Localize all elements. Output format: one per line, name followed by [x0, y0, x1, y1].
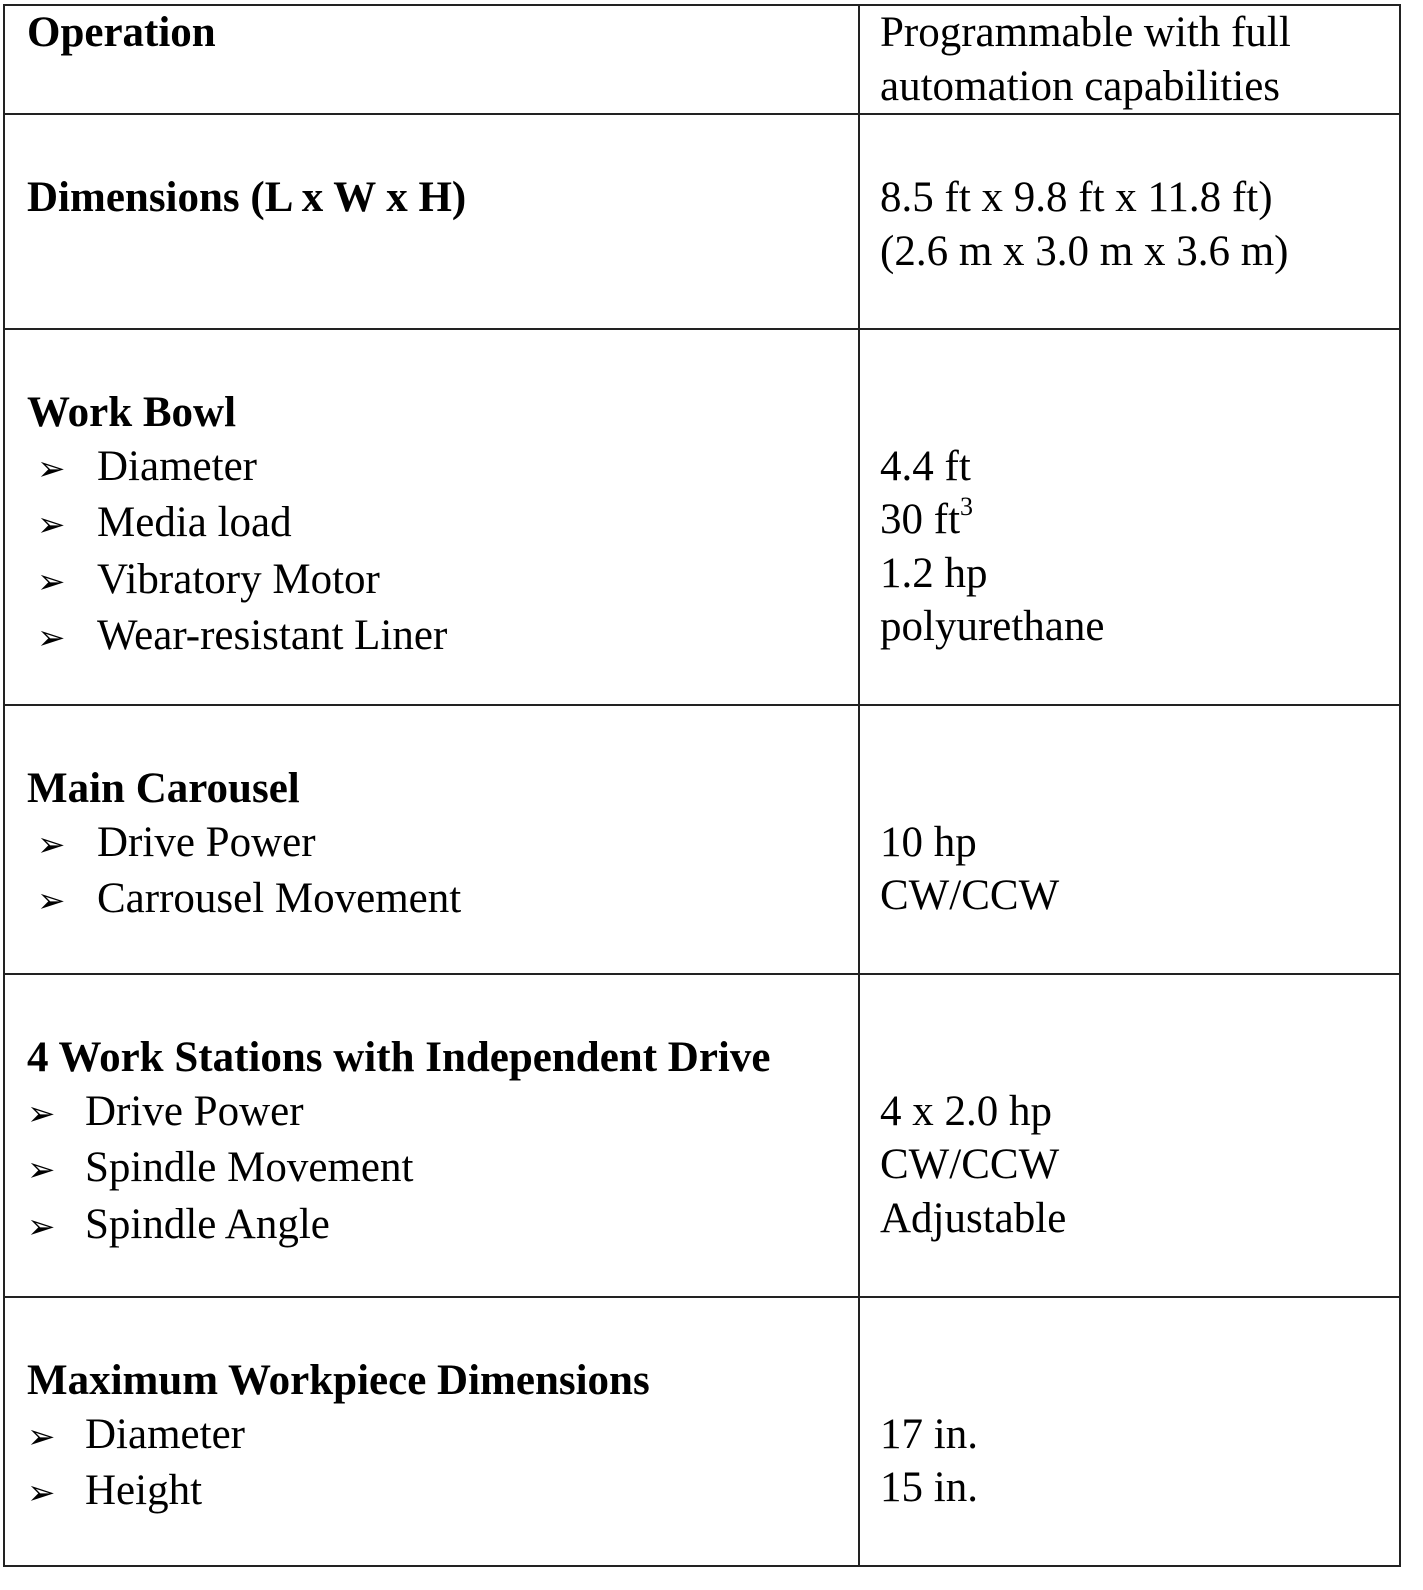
item-value: CW/CCW [880, 1141, 1060, 1188]
item-label: Vibratory Motor [97, 555, 380, 603]
item-value: 10 hp [880, 818, 977, 866]
operation-label-cell [4, 5, 859, 114]
arrowhead-bullet-icon: ➢ [37, 824, 66, 865]
work-bowl-label-cell [4, 329, 859, 705]
list-item [27, 816, 858, 873]
arrowhead-bullet-icon: ➢ [27, 1093, 56, 1134]
table-row-work-bowl [4, 329, 1400, 705]
dimensions-label-cell [4, 114, 859, 329]
section-heading: 4 Work Stations with Independent Drive [27, 1034, 771, 1081]
section-heading: Maximum Workpiece Dimensions [27, 1357, 650, 1404]
work-bowl-value-cell [859, 329, 1400, 705]
list-item [27, 609, 858, 666]
value-line: automation capabilities [880, 62, 1281, 110]
item-value: 17 in. [880, 1410, 978, 1458]
work-stations-label-cell [4, 974, 859, 1297]
item-label: Height [85, 1467, 203, 1514]
table-row-operation [4, 5, 1400, 114]
work-stations-value-cell [859, 974, 1400, 1297]
value-line: (2.6 m x 3.0 m x 3.6 m) [880, 227, 1289, 275]
item-label: Diameter [85, 1410, 245, 1458]
dimensions-value-cell [859, 114, 1400, 329]
arrowhead-bullet-icon: ➢ [37, 618, 66, 658]
item-label: Drive Power [85, 1087, 304, 1135]
value-line: Programmable with full [880, 9, 1291, 56]
specifications-table [3, 4, 1401, 1567]
list-item [27, 553, 858, 610]
table-row-dimensions [4, 114, 1400, 329]
item-value: 1.2 hp [880, 549, 988, 597]
list-item [27, 1464, 858, 1521]
item-label: Diameter [97, 442, 257, 490]
table-row-max-workpiece [4, 1297, 1400, 1566]
table-row-work-stations [4, 974, 1400, 1297]
arrowhead-bullet-icon: ➢ [27, 1416, 56, 1457]
arrowhead-bullet-icon: ➢ [27, 1206, 56, 1247]
item-label: Carrousel Movement [97, 875, 462, 922]
list-item [27, 440, 858, 497]
value-line: 8.5 ft x 9.8 ft x 11.8 ft) [880, 174, 1273, 221]
item-value: 4.4 ft [880, 442, 971, 490]
list-item [27, 496, 858, 553]
row-label: Operation [27, 9, 216, 56]
section-heading: Main Carousel [27, 765, 300, 812]
arrowhead-bullet-icon: ➢ [37, 448, 66, 489]
item-value: 30 $ft^3$ [880, 491, 974, 543]
item-label: Media load [97, 499, 292, 546]
superscript-exponent: 3 [960, 491, 974, 521]
item-value: polyurethane [880, 603, 1105, 650]
list-item [27, 872, 858, 929]
item-label: Wear-resistant Liner [97, 612, 448, 659]
item-label: Spindle Angle [85, 1200, 330, 1248]
operation-value-cell [859, 5, 1400, 114]
row-label: Dimensions (L x W x H) [27, 174, 467, 221]
item-value: Adjustable [880, 1194, 1067, 1242]
list-item [27, 1085, 858, 1142]
arrowhead-bullet-icon: ➢ [27, 1150, 56, 1190]
arrowhead-bullet-icon: ➢ [37, 561, 66, 602]
main-carousel-label-cell [4, 705, 859, 974]
item-value: CW/CCW [880, 872, 1060, 919]
main-carousel-value-cell [859, 705, 1400, 974]
list-item [27, 1408, 858, 1465]
arrowhead-bullet-icon: ➢ [37, 505, 66, 545]
item-value: 15 in. [880, 1464, 978, 1511]
list-item [27, 1141, 858, 1198]
max-workpiece-label-cell [4, 1297, 859, 1566]
item-label: Drive Power [97, 818, 316, 866]
table-row-main-carousel [4, 705, 1400, 974]
arrowhead-bullet-icon: ➢ [27, 1473, 56, 1513]
list-item [27, 1198, 858, 1255]
max-workpiece-value-cell [859, 1297, 1400, 1566]
item-value: 4 x 2.0 hp [880, 1087, 1052, 1135]
section-heading: Work Bowl [27, 389, 237, 436]
item-label: Spindle Movement [85, 1144, 414, 1191]
arrowhead-bullet-icon: ➢ [37, 881, 66, 921]
